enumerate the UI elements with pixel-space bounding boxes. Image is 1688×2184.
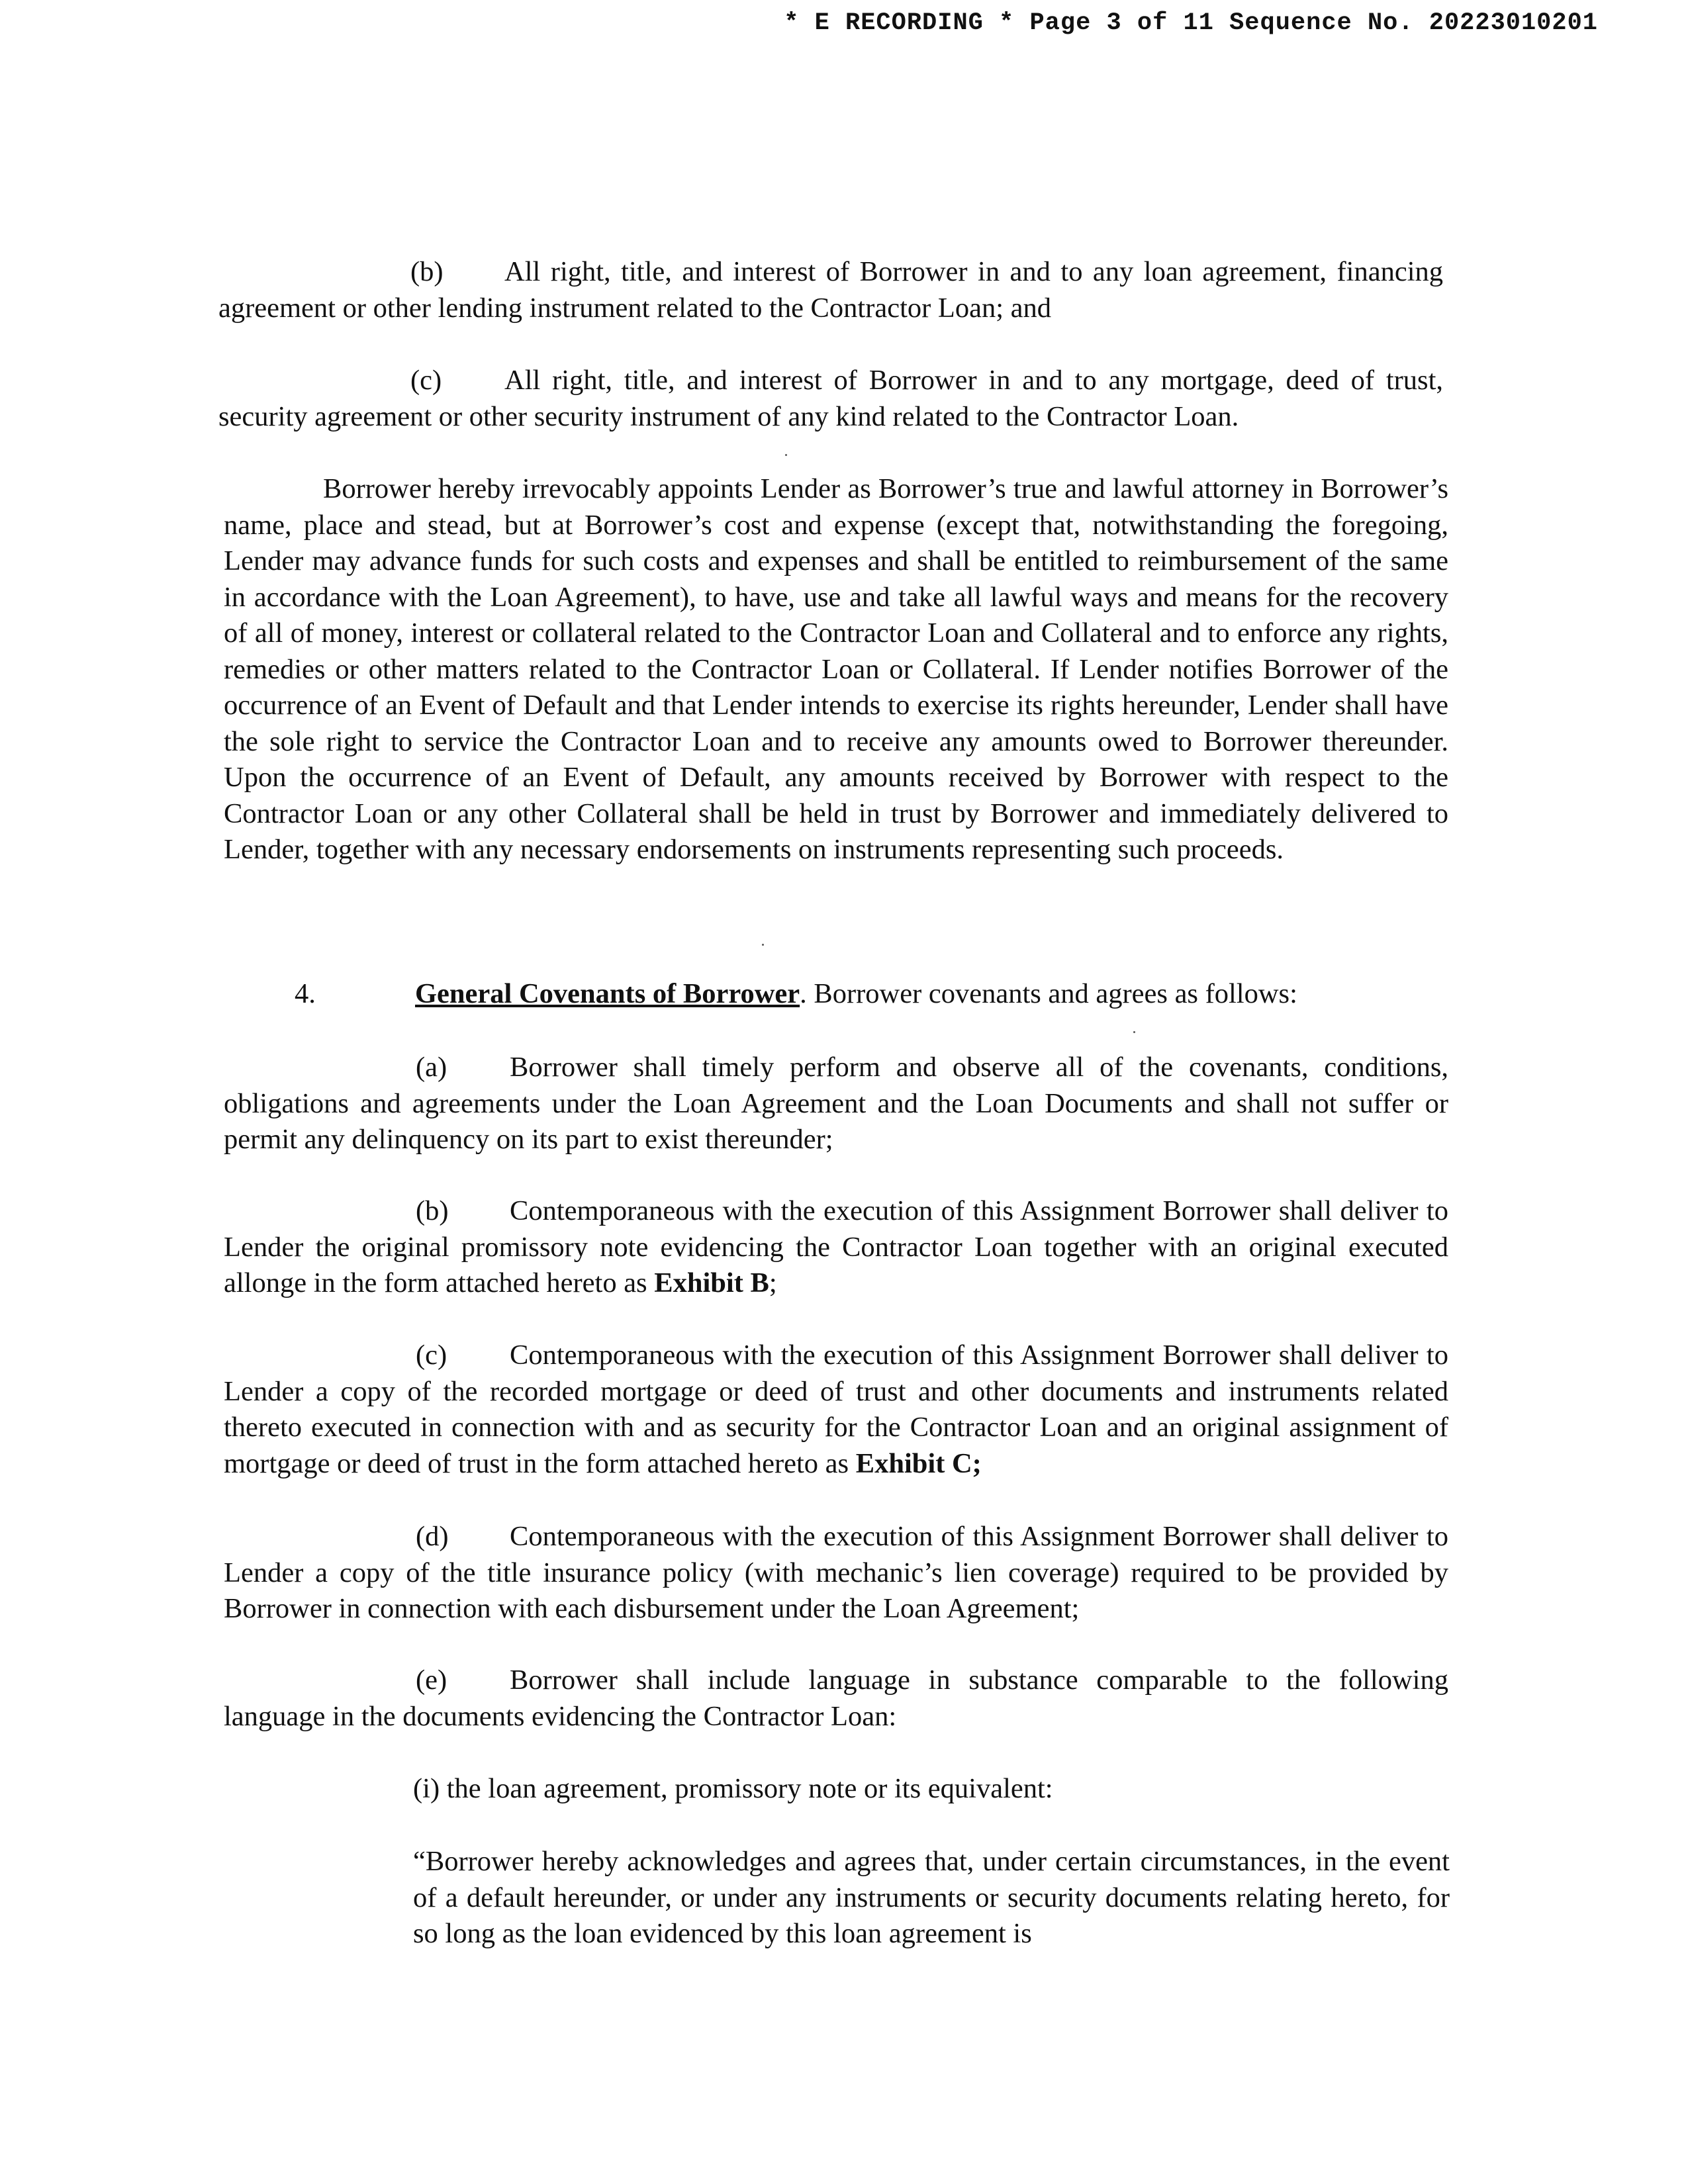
attorney-paragraph: Borrower hereby irrevocably appoints Lender as Borrower’s true and lawful attorney in Borrower’s name, place and stead, but at Borrower’s cost and expense (except that, notwithstanding the foregoing, Lender may advance funds for such costs and expenses and shall be entitled to reimbursement of the same in accordance with the Loan Agreement), to have, use and take all lawful ways and means for the recovery of all of money, interest or collateral related to the Contractor Loan and Collateral and to enforce any rights, remedies or other matters related to the Contractor Loan or Collateral. If Lender notifies Borrower of the occurrence of an Event of Default and that Lender intends to exercise its rights hereunder, Lender shall have the sole right to service the Contractor Loan and to receive any amounts owed to Borrower thereunder. Upon the occurrence of an Event of Default, any amounts received by Borrower with respect to the Contractor Loan or any other Collateral shall be held in trust by Borrower and immediately delivered to Lender, together with any necessary endorsements on instruments representing such proceeds. (224, 473, 1448, 865)
covenant-c (224, 1338, 1448, 1482)
paragraph-c-text: All right, title, and interest of Borrower in and to any mortgage, deed of trust, security agreement or other security instrument of any kind related to the Contractor Loan. (218, 365, 1443, 432)
covenant-c-exhibit: Exhibit C; (855, 1447, 982, 1479)
covenant-d-label: (d) (416, 1521, 449, 1552)
covenant-a-text: Borrower shall timely perform and observe all of the covenants, conditions, obligations and agreements under the Loan Agreement and the Loan Documents and shall not suffer or permit any delinquency on its part to exist thereunder; (224, 1052, 1448, 1155)
covenant-b (224, 1193, 1448, 1302)
covenant-d (224, 1519, 1448, 1627)
paragraph-b-text: All right, title, and interest of Borrower in and to any loan agreement, financing agreement or other lending instrument related to the Contractor Loan; and (218, 256, 1443, 324)
covenant-a (224, 1050, 1448, 1158)
covenant-e-text: Borrower shall include language in substance comparable to the following language in the documents evidencing the Contractor Loan: (224, 1664, 1448, 1732)
covenant-c-label: (c) (416, 1340, 447, 1371)
quoted-language: “Borrower hereby acknowledges and agrees that, under certain circumstances, in the event of a default hereunder, or under any instruments or security documents relating hereto, for so long as the loan evidenced by this loan agreement is (413, 1846, 1450, 1949)
paragraph-b-label: (b) (410, 256, 444, 287)
covenant-e (224, 1662, 1448, 1735)
section-4-number: 4. (295, 978, 316, 1009)
paragraph-c-label: (c) (410, 365, 442, 396)
section-4-heading (295, 976, 1450, 1013)
section-4-intro: . Borrower covenants and agrees as follows: (800, 978, 1297, 1009)
covenant-c-text: Contemporaneous with the execution of this Assignment Borrower shall deliver to Lender a copy of the recorded mortgage or deed of trust and other documents and instruments related thereto executed in connection with and as security for the Contractor Loan and an original assignment of mortgage or deed of trust in the form attached hereto as (224, 1340, 1448, 1479)
covenant-e-label: (e) (416, 1664, 447, 1696)
recording-header: * E RECORDING * Page 3 of 11 Sequence No. 20223010201 (784, 9, 1598, 37)
covenant-d-text: Contemporaneous with the execution of this Assignment Borrower shall deliver to Lender a copy of the title insurance policy (with mechanic’s lien coverage) required to be provided by Borrower in connection with each disbursement under the Loan Agreement; (224, 1521, 1448, 1624)
paragraph-c (218, 363, 1443, 435)
covenant-b-tail: ; (769, 1267, 777, 1298)
covenant-b-label: (b) (416, 1195, 449, 1226)
scan-speck (785, 454, 787, 456)
scan-speck (1133, 1031, 1135, 1033)
covenant-b-text: Contemporaneous with the execution of this Assignment Borrower shall deliver to Lender the original promissory note evidencing the Contractor Loan together with an original executed allonge in the form attached hereto as (224, 1195, 1448, 1298)
subitem-i: (i) the loan agreement, promissory note or its equivalent: (413, 1773, 1053, 1804)
section-4-title: General Covenants of Borrower (415, 978, 800, 1009)
scan-speck (762, 944, 764, 946)
paragraph-b (218, 254, 1443, 326)
covenant-a-label: (a) (416, 1052, 447, 1083)
covenant-b-exhibit: Exhibit B (654, 1267, 769, 1298)
